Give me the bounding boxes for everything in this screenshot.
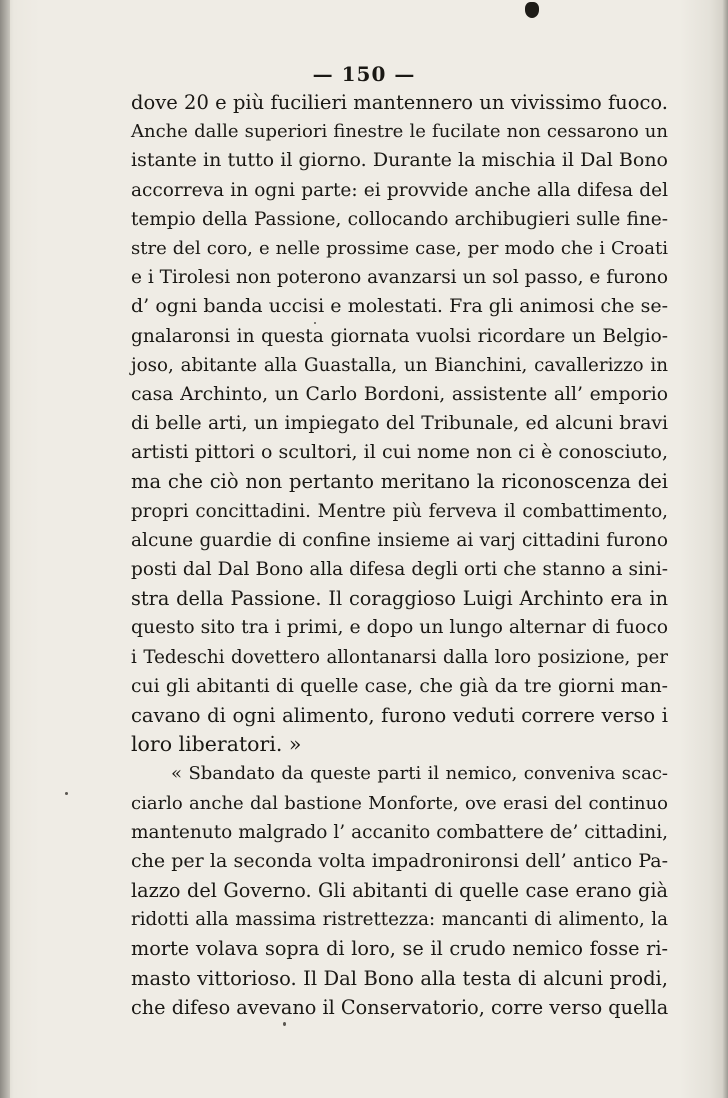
text-line: artisti pittori o scultori, il cui nome non ci è conosciuto, bbox=[131, 441, 668, 464]
text-line: accorreva in ogni parte: ei provvide anche alla difesa del bbox=[131, 179, 668, 201]
text-line: propri concittadini. Mentre più ferveva il combattimento, bbox=[131, 500, 668, 522]
text-line: i Tedeschi dovettero allontanarsi dalla loro posizione, per bbox=[131, 646, 668, 668]
text-line: casa Archinto, un Carlo Bordoni, assistente all’ emporio bbox=[131, 383, 668, 405]
text-line: istante in tutto il giorno. Durante la mischia il Dal Bono bbox=[131, 149, 668, 172]
text-line: gnalaronsi in questa giornata vuolsi ricordare un Belgio- bbox=[131, 325, 668, 347]
text-line: che per la seconda volta impadronironsi dell’ antico Pa- bbox=[131, 849, 668, 872]
page-binding-shadow bbox=[0, 0, 10, 1098]
text-line: di belle arti, un impiegato del Tribunale, ed alcuni bravi bbox=[131, 413, 668, 435]
text-line: stre del coro, e nelle prossime case, per modo che i Croati bbox=[131, 237, 668, 259]
text-line: ma che ciò non pertanto meritano la riconoscenza dei bbox=[131, 470, 668, 494]
text-line: alcune guardie di confine insieme ai varj cittadini furono bbox=[131, 529, 668, 551]
text-line: cui gli abitanti di quelle case, che già da tre giorni man- bbox=[131, 675, 668, 697]
text-line: loro liberatori. » bbox=[131, 732, 302, 757]
text-line: che difeso avevano il Conservatorio, corre verso quella bbox=[131, 995, 669, 1019]
text-line: tempio della Passione, collocando archibugieri sulle fine- bbox=[131, 208, 668, 230]
text-line: e i Tirolesi non poterono avanzarsi un sol passo, e furono bbox=[131, 267, 669, 289]
text-line: dove 20 e più fucilieri mantennero un vivissimo fuoco. bbox=[131, 91, 668, 114]
body-text bbox=[131, 88, 668, 1022]
page-number: — 150 — bbox=[312, 62, 416, 86]
text-line: masto vittorioso. Il Dal Bono alla testa di alcuni prodi, bbox=[131, 966, 668, 990]
paper-speck bbox=[65, 792, 68, 795]
ink-blot bbox=[525, 2, 539, 18]
text-line: ridotti alla massima ristrettezza: mancanti di alimento, la bbox=[131, 909, 668, 931]
page-edge-shadow bbox=[722, 0, 728, 1098]
text-line: lazzo del Governo. Gli abitanti di quelle case erano già bbox=[131, 879, 668, 903]
text-line: mantenuto malgrado l’ accanito combattere de’ cittadini, bbox=[131, 821, 668, 843]
text-line: Anche dalle superiori finestre le fucilate non cessarono un bbox=[131, 121, 668, 143]
text-line: morte volava sopra di loro, se il crudo nemico fosse ri- bbox=[131, 937, 668, 961]
text-line: ciarlo anche dal bastione Monforte, ove erasi del continuo bbox=[131, 792, 668, 814]
text-line: joso, abitante alla Guastalla, un Bianchini, cavallerizzo in bbox=[131, 354, 668, 376]
text-line: posti dal Dal Bono alla difesa degli orti che stanno a sini- bbox=[131, 559, 668, 580]
paper-speck bbox=[283, 1022, 286, 1026]
text-line: stra della Passione. Il coraggioso Luigi Archinto era in bbox=[131, 587, 668, 611]
text-line: cavano di ogni alimento, furono veduti correre verso i bbox=[131, 703, 668, 727]
text-line: « Sbandato da queste parti il nemico, conveniva scac- bbox=[171, 763, 668, 785]
text-line: questo sito tra i primi, e dopo un lungo alternar di fuoco bbox=[131, 617, 668, 639]
text-line: d’ ogni banda uccisi e molestati. Fra gli animosi che se- bbox=[131, 295, 668, 318]
